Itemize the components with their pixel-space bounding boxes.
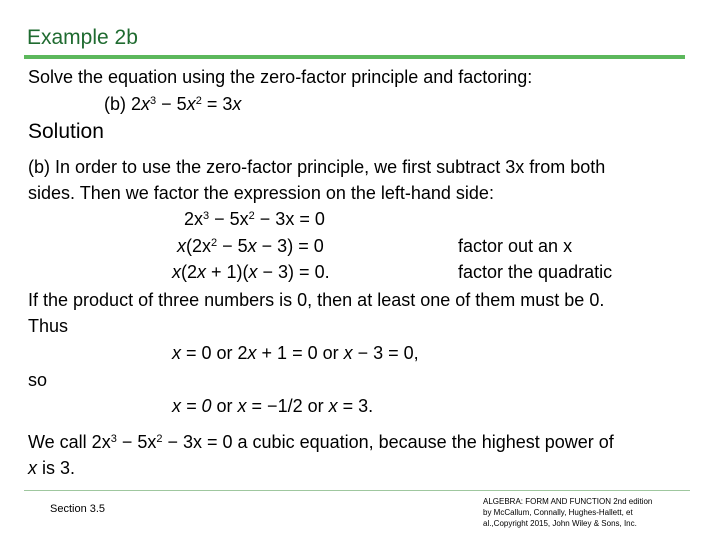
final-solutions: x = 0 or x = −1/2 or x = 3. bbox=[172, 396, 374, 416]
problem-equation: (b) $2x^3 - 5x^2 = 3x$ bbox=[104, 94, 242, 114]
or-equation: x = 0 or 2x + 1 = 0 or x − 3 = 0, bbox=[172, 343, 419, 363]
solution-heading: Solution bbox=[28, 120, 104, 143]
step-3-note: factor the quadratic bbox=[458, 262, 613, 282]
conclusion-line: We call $2x^3 - 5x^2 - 3x = 0$ a cubic equation, because the highest power of bbox=[28, 432, 614, 452]
problem-statement: Solve the equation using the zero-factor principle and factoring: bbox=[28, 67, 533, 87]
footer-section: Section 3.5 bbox=[50, 503, 106, 515]
solution-paragraph-line: (b) In order to use the zero-factor principle, we first subtract 3x from both bbox=[28, 157, 606, 177]
footer-divider bbox=[24, 490, 690, 491]
equation-step-3: x(2x + 1)(x − 3) = 0. bbox=[172, 262, 330, 282]
title-divider bbox=[24, 55, 685, 59]
equation-step-2: $x(2x^2 - 5x - 3) = 0$ bbox=[177, 236, 324, 256]
conclusion-line: x is 3. bbox=[28, 458, 76, 478]
step-2-note: factor out an x bbox=[458, 236, 573, 256]
equation-step-1: $2x^3 - 5x^2 - 3x = 0$ bbox=[184, 209, 325, 229]
explanation-line: Thus bbox=[28, 316, 69, 336]
explanation-line: If the product of three numbers is 0, then at least one of them must be 0. bbox=[28, 290, 605, 310]
solution-paragraph-line: sides. Then we factor the expression on the left-hand side: bbox=[28, 183, 494, 203]
footer-citation: ALGEBRA: FORM AND FUNCTION 2nd edition by McCallum, Connally, Hughes-Hallett, et al.,Copyright 2015, John Wiley & Sons, Inc. bbox=[483, 497, 653, 528]
slide-title: Example 2b bbox=[27, 26, 138, 49]
so-text: so bbox=[28, 370, 48, 390]
